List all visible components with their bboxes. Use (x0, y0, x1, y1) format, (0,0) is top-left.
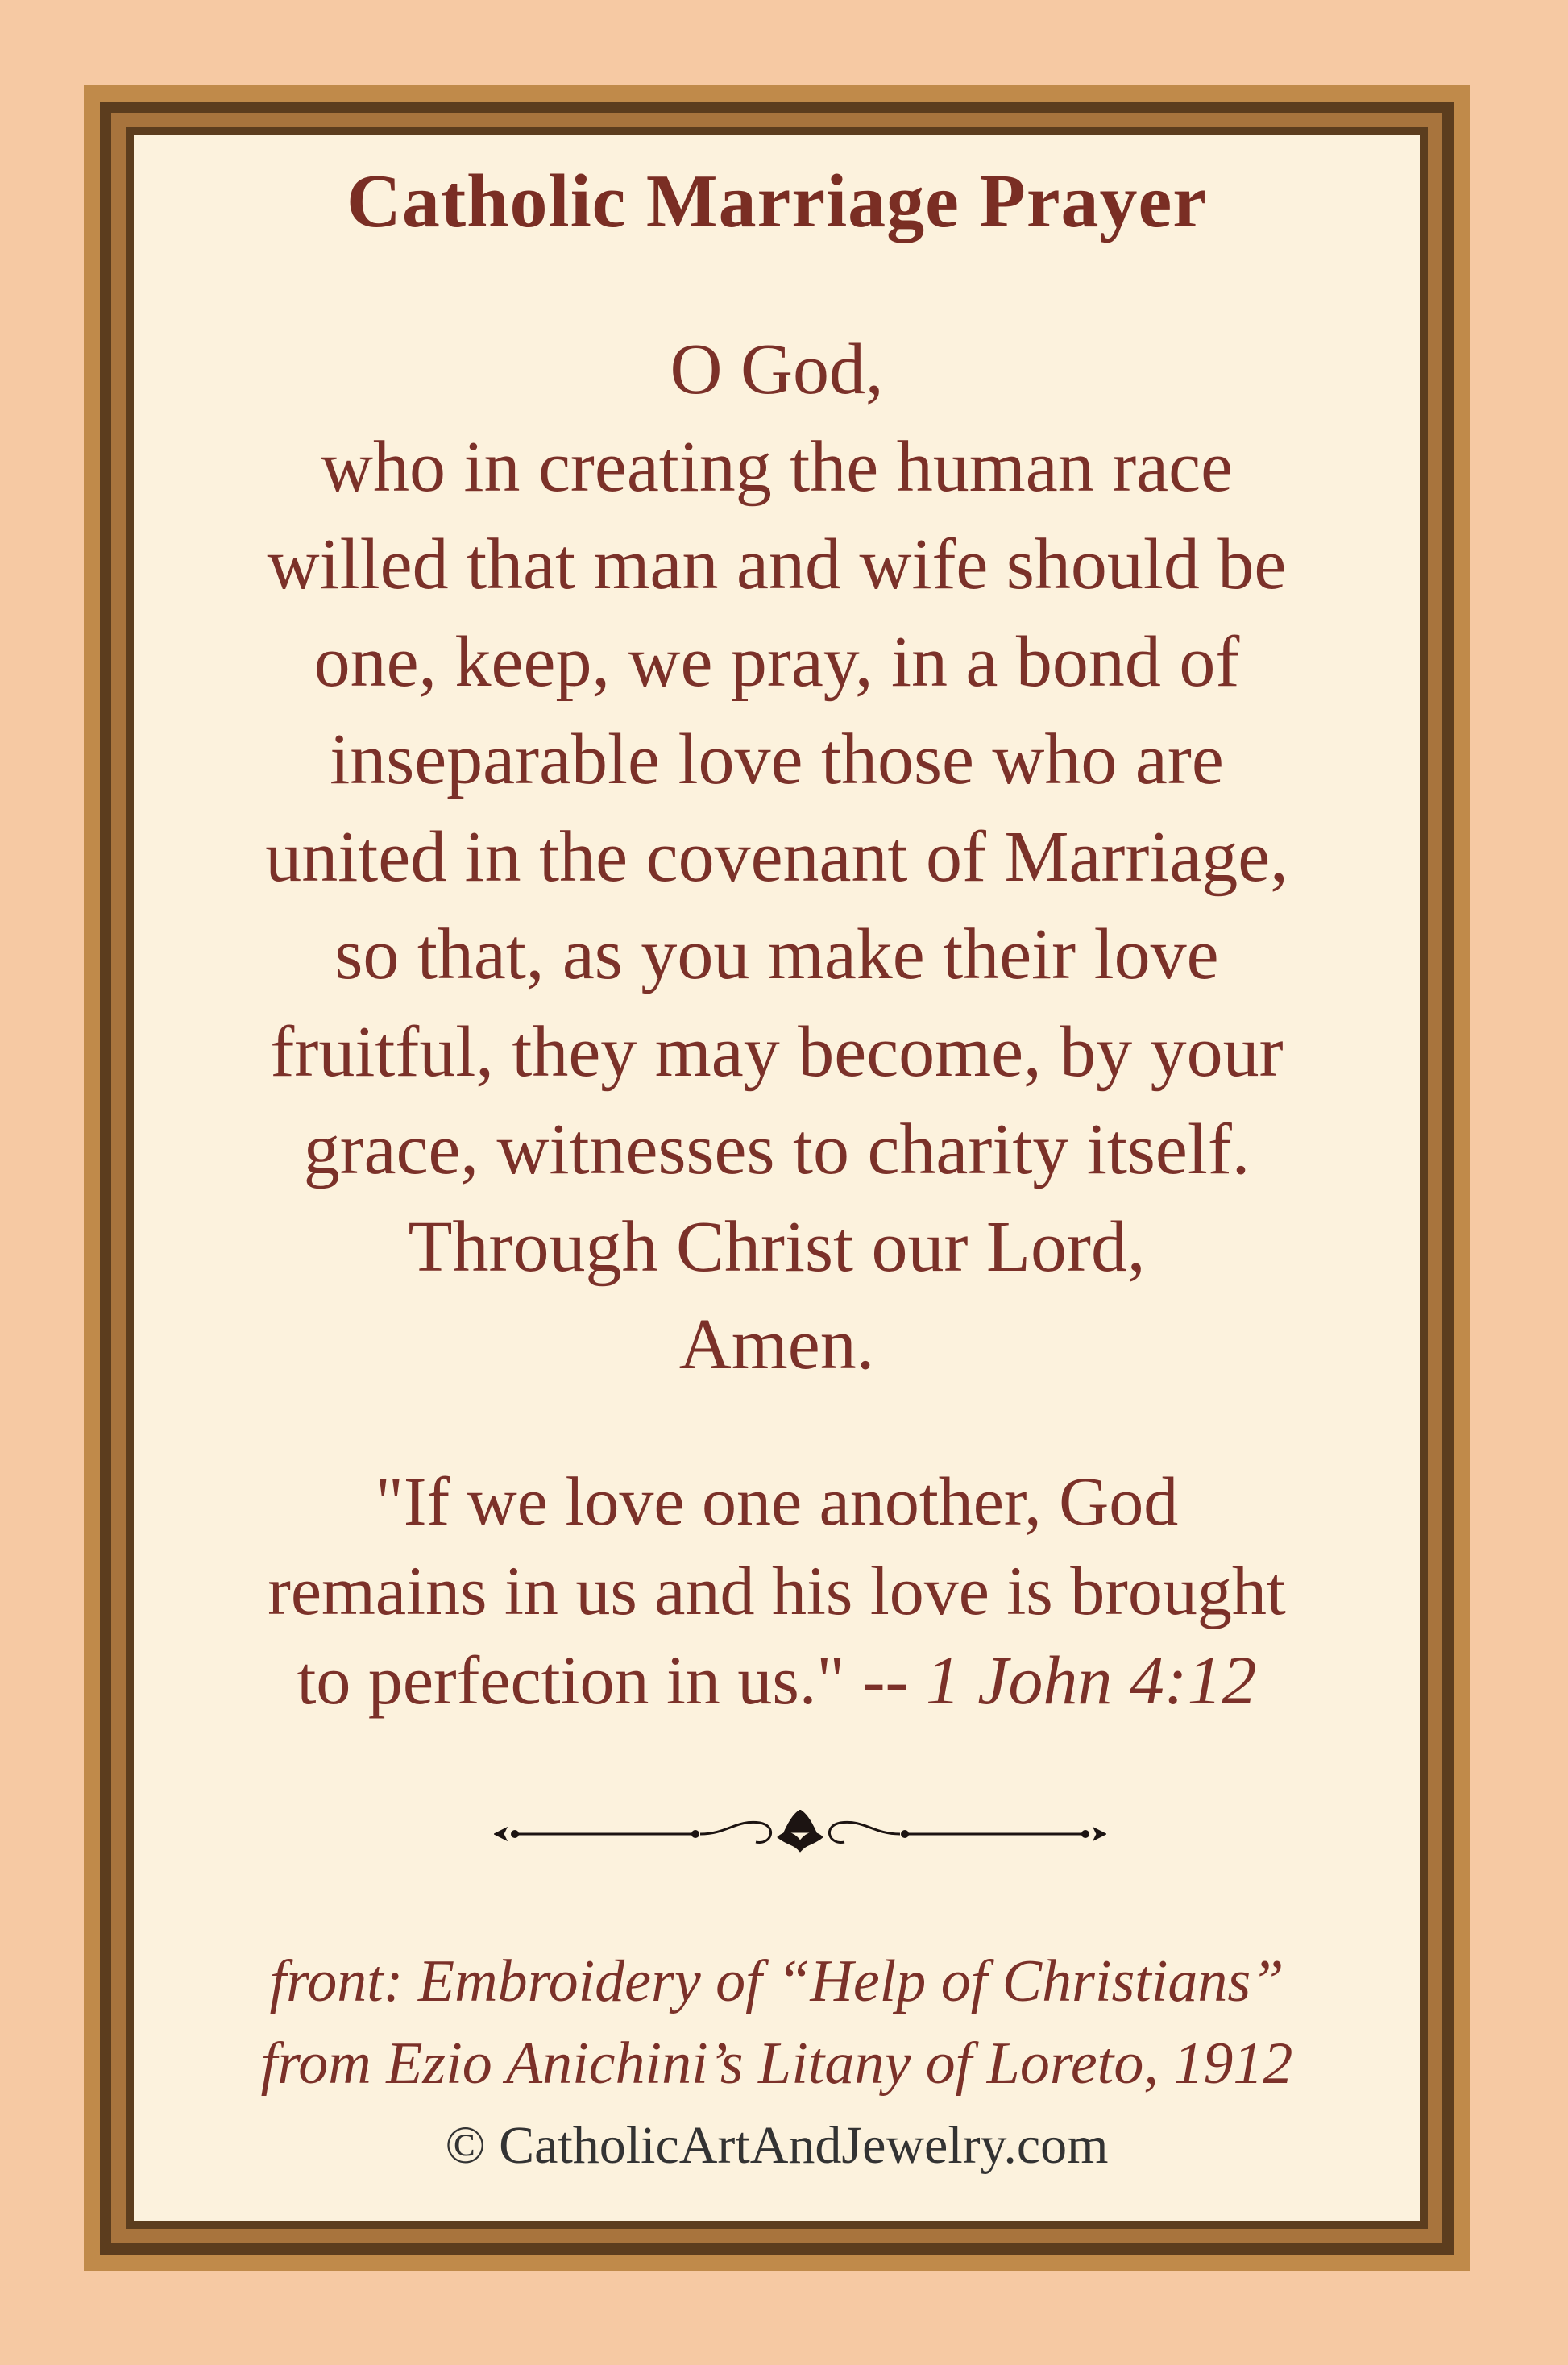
card-title: Catholic Marriage Prayer (346, 160, 1207, 243)
ornamental-divider-icon (494, 1810, 1106, 1858)
prayer-text (134, 321, 1420, 1393)
quote-line: remains in us and his love is brought (268, 1552, 1286, 1629)
image-credits (134, 1940, 1420, 2187)
credit-line: front: Embroidery of “Help of Christians” (269, 1948, 1284, 2014)
prayer-line: O God, (670, 330, 884, 409)
prayer-line: so that, as you make their love (334, 915, 1219, 994)
prayer-line: fruitful, they may become, by your (270, 1012, 1284, 1092)
prayer-line: willed that man and wife should be (267, 525, 1287, 604)
credit-line: from Ezio Anichini’s Litany of Loreto, 1912 (260, 2031, 1293, 2097)
copyright-notice: © CatholicArtAndJewelry.com (445, 2116, 1109, 2175)
prayer-line: united in the covenant of Marriage, (265, 817, 1288, 897)
quote-reference: 1 John 4:12 (925, 1641, 1257, 1719)
prayer-card (134, 135, 1420, 2221)
prayer-line: Amen. (678, 1305, 875, 1384)
quote-line (134, 1636, 1420, 1725)
prayer-line: inseparable love those who are (330, 720, 1224, 799)
quote-line-text: to perfection in us." -- (297, 1641, 926, 1719)
prayer-line: grace, witnesses to charity itself. (303, 1110, 1251, 1189)
quote-line: "If we love one another, God (375, 1463, 1179, 1540)
scripture-quote (134, 1457, 1420, 1725)
prayer-line: Through Christ our Lord, (408, 1207, 1146, 1287)
prayer-line: who in creating the human race (320, 427, 1234, 507)
prayer-line: one, keep, we pray, in a bond of (313, 622, 1240, 702)
